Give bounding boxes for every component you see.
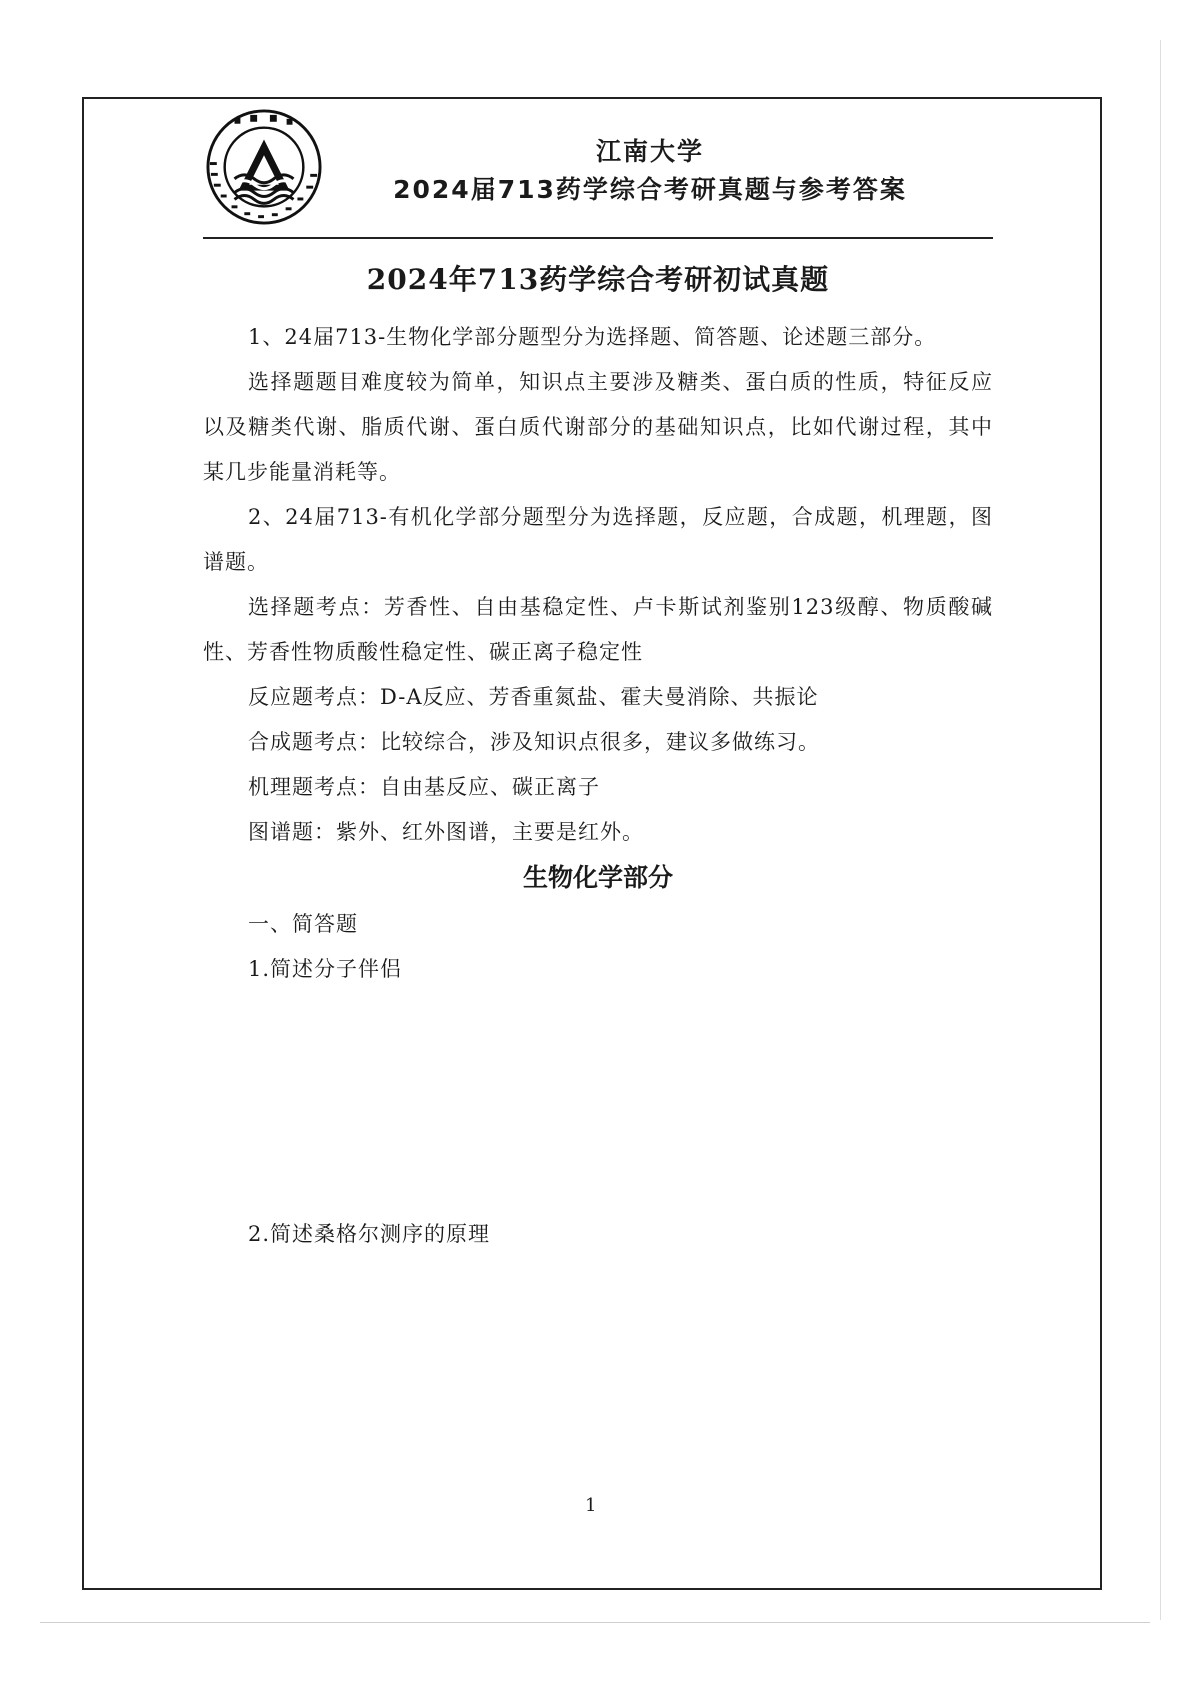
header-subtitle: 2024届713药学综合考研真题与参考答案 — [393, 175, 907, 204]
scan-edge-line — [1160, 40, 1161, 1620]
page-number: 1 — [585, 1495, 597, 1516]
header-divider — [203, 237, 993, 239]
intro-paragraph-7: 机理题考点：自由基反应、碳正离子 — [248, 775, 600, 799]
jiangnan-university-seal-icon — [205, 108, 323, 226]
intro-paragraph-2: 选择题题目难度较为简单，知识点主要涉及糖类、蛋白质的性质，特征反应以及糖类代谢、脂质代谢、蛋白质代谢部分的基础知识点，比如代谢过程，其中某几步能量消耗等。 — [203, 370, 993, 484]
intro-paragraph-1: 1、24届713-生物化学部分题型分为选择题、简答题、论述题三部分。 — [248, 325, 937, 349]
scan-edge-line — [40, 1622, 1150, 1623]
intro-paragraph-8: 图谱题：紫外、红外图谱，主要是红外。 — [248, 820, 644, 844]
intro-paragraph-6: 合成题考点：比较综合，涉及知识点很多，建议多做练习。 — [248, 730, 820, 754]
section-title: 生物化学部分 — [522, 863, 673, 892]
intro-paragraph-4: 选择题考点：芳香性、自由基稳定性、卢卡斯试剂鉴别123级醇、物质酸碱性、芳香性物质酸性稳定性、碳正离子稳定性 — [203, 595, 993, 664]
question-2: 2.简述桑格尔测序的原理 — [248, 1222, 491, 1246]
intro-paragraph-3: 2、24届713-有机化学部分题型分为选择题，反应题，合成题，机理题，图谱题。 — [203, 505, 993, 574]
intro-paragraph-5: 反应题考点：D-A反应、芳香重氮盐、霍夫曼消除、共振论 — [248, 685, 819, 709]
header-university: 江南大学 — [595, 137, 704, 166]
page-title: 2024年713药学综合考研初试真题 — [366, 263, 830, 296]
question-1: 1.简述分子伴侣 — [248, 957, 403, 981]
part-heading: 一、简答题 — [248, 912, 358, 936]
